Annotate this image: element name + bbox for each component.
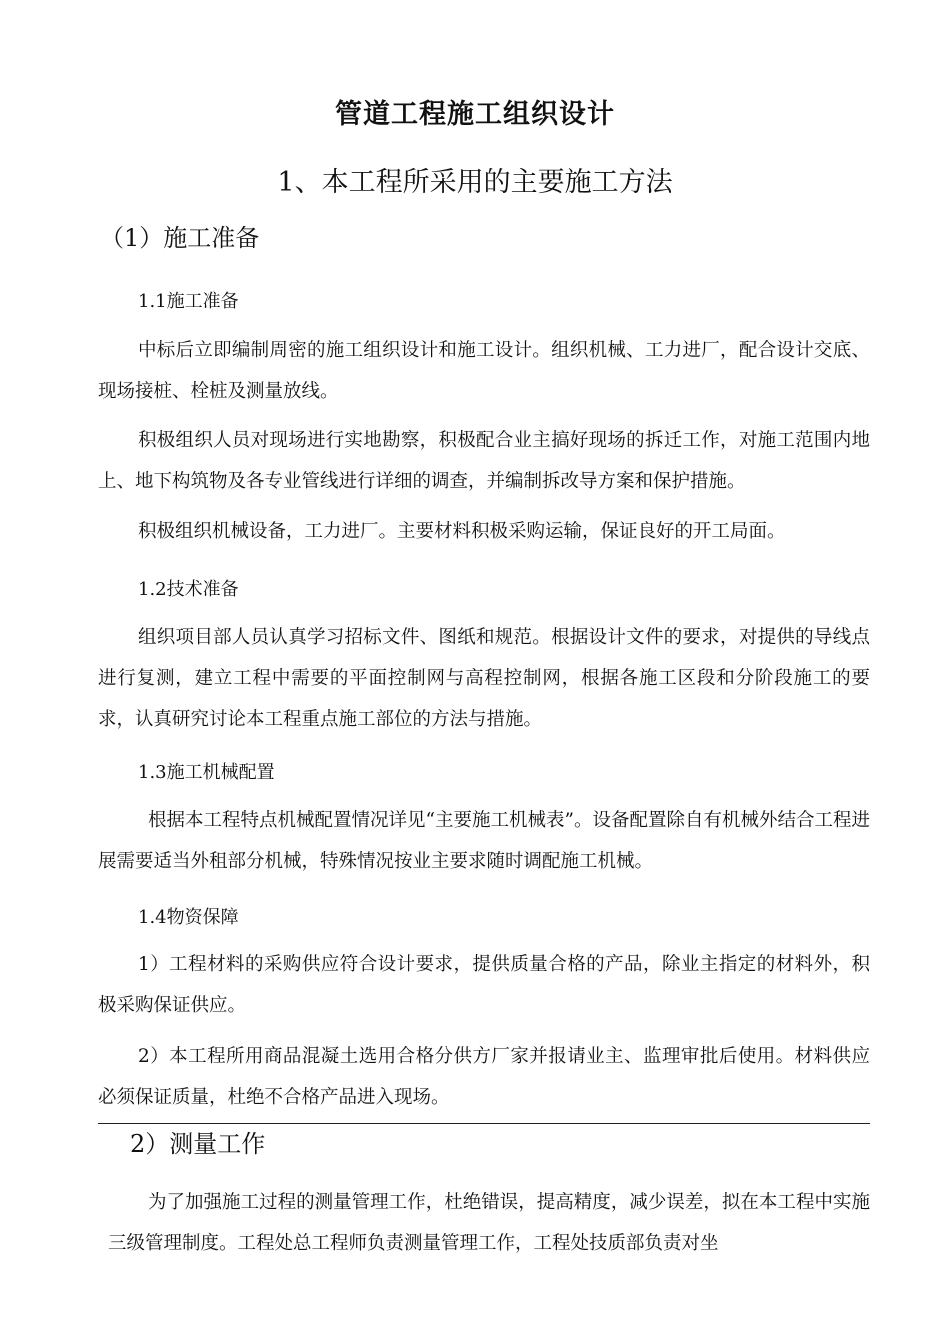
paragraph-8: 为了加强施工过程的测量管理工作，杜绝错误，提高精度，减少误差，拟在本工程中实施三级管理制度。工程处总工程师负责测量管理工作，工程处技质部负责对坐 [108, 1192, 870, 1254]
section-heading-1: 1、本工程所采用的主要施工方法 [277, 167, 673, 198]
document-title: 管道工程施工组织设计 [335, 99, 615, 130]
paragraph-2: 积极组织人员对现场进行实地勘察，积极配合业主搞好现场的拆迁工作，对施工范围内地上、地下构筑物及各专业管线进行详细的调查，并编制拆改导方案和保护措施。 [98, 430, 870, 492]
part-heading-2: 2）测量工作 [130, 1130, 266, 1158]
paragraph-7: 2）本工程所用商品混凝土选用合格分供方厂家并报请业主、监理审批后使用。材料供应必须保证质量，杜绝不合格产品进入现场。 [98, 1046, 870, 1108]
paragraph-1: 中标后立即编制周密的施工组织设计和施工设计。组织机械、工力进厂，配合设计交底、现场接桩、栓桩及测量放线。 [98, 340, 870, 402]
paragraph-5: 根据本工程特点机械配置情况详见“主要施工机械表”。设备配置除自有机械外结合工程进展需要适当外租部分机械，特殊情况按业主要求随时调配施工机械。 [98, 810, 870, 872]
paragraph-4: 组织项目部人员认真学习招标文件、图纸和规范。根据设计文件的要求，对提供的导线点进行复测，建立工程中需要的平面控制网与高程控制网，根据各施工区段和分阶段施工的要求，认真研究讨论本工程重点施工部位的方法与措施。 [98, 627, 870, 730]
subheading-1-2: 1.2技术准备 [138, 579, 239, 600]
subheading-1-3: 1.3施工机械配置 [138, 762, 275, 783]
subheading-1-4: 1.4物资保障 [138, 907, 239, 928]
paragraph-6: 1）工程材料的采购供应符合设计要求，提供质量合格的产品，除业主指定的材料外，积极采购保证供应。 [98, 954, 870, 1016]
paragraph-3: 积极组织机械设备，工力进厂。主要材料积极采购运输，保证良好的开工局面。 [138, 521, 786, 542]
part-heading-1: （1）施工准备 [100, 224, 260, 252]
subheading-1-1: 1.1施工准备 [138, 291, 239, 312]
